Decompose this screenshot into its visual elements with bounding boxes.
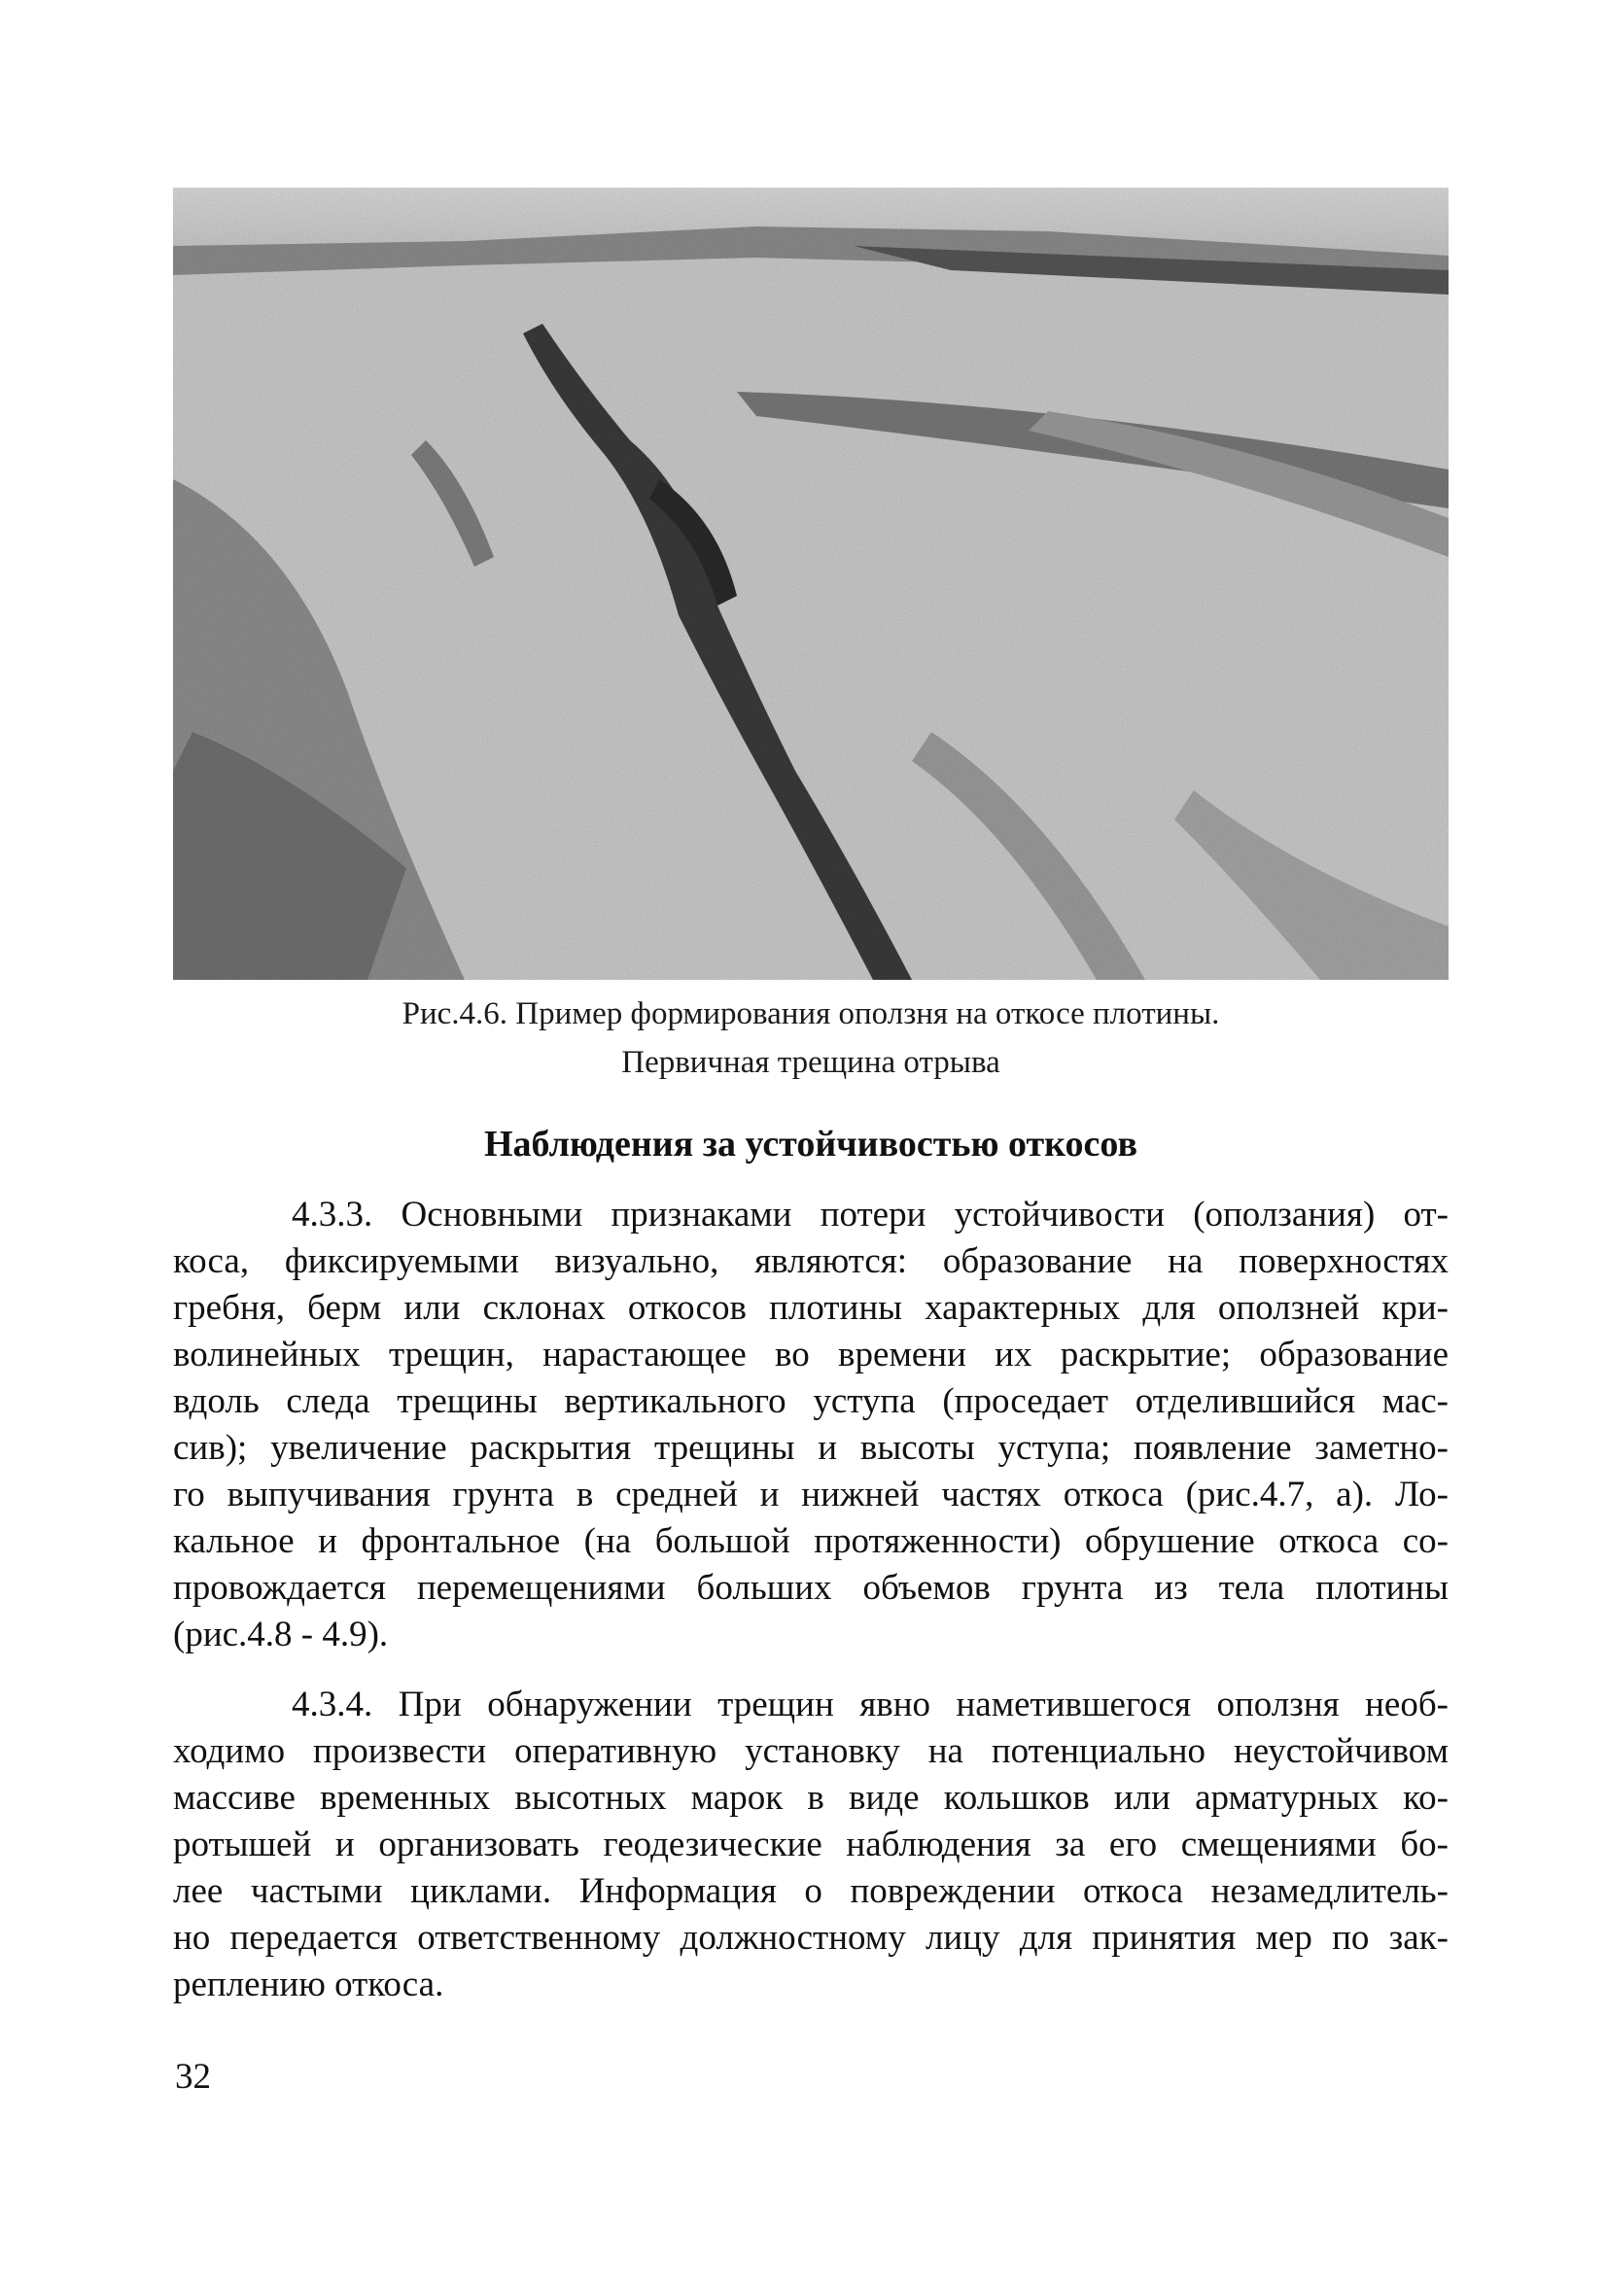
page-number: 32 (175, 2057, 211, 2097)
paragraph-4-3-3 (173, 1192, 1449, 1658)
paragraph-4-3-4 (173, 1682, 1449, 2008)
section-heading: Наблюдения за устойчивостью откосов (483, 1124, 1137, 1165)
paragraph-line: 4.3.4. При обнаружении трещин явно наметившегося оползня необ- (292, 1685, 1449, 1724)
paragraph-line: но передается ответственному должностному лицу для принятия мер по зак- (173, 1918, 1449, 1958)
paragraph-line: ротышей и организовать геодезические наблюдения за его смещениями бо- (173, 1825, 1449, 1864)
paragraph-line: гребня, берм или склонах откосов плотины характерных для оползней кри- (173, 1288, 1449, 1328)
paragraph-line: коса, фиксируемыми визуально, являются: образование на поверхностях (173, 1241, 1449, 1281)
paragraph-line: го выпучивания грунта в средней и нижней частях откоса (рис.4.7, а). Ло- (173, 1475, 1449, 1514)
paragraph-line: вдоль следа трещины вертикального уступа (проседает отделившийся мас- (173, 1381, 1449, 1421)
figure-caption (173, 990, 1449, 1087)
paragraph-line: лее частыми циклами. Информация о повреждении откоса незамедлитель- (173, 1871, 1449, 1911)
paragraph-line: ходимо произвести оперативную установку на потенциально неустойчивом (173, 1731, 1449, 1771)
paragraph-line: кальное и фронтальное (на большой протяженности) обрушение откоса со- (173, 1521, 1449, 1561)
paragraph-line: волинейных трещин, нарастающее во времени их раскрытие; образование (173, 1335, 1449, 1374)
paragraph-line: (рис.4.8 - 4.9). (173, 1615, 389, 1654)
landslide-photo (173, 188, 1449, 980)
paragraph-line: реплению откоса. (173, 1965, 444, 2004)
figure-caption-line-1: Рис.4.6. Пример формирования оползня на откосе плотины. (402, 996, 1220, 1031)
paragraph-line: провождается перемещениями больших объемов грунта из тела плотины (173, 1568, 1449, 1608)
paragraph-line: 4.3.3. Основными признаками потери устойчивости (оползания) от- (292, 1195, 1449, 1235)
figure-caption-line-2: Первичная трещина отрыва (621, 1045, 1000, 1080)
paragraph-line: сив); увеличение раскрытия трещины и высоты уступа; появление заметно- (173, 1428, 1449, 1468)
paragraph-line: массиве временных высотных марок в виде кольшков или арматурных ко- (173, 1778, 1449, 1818)
